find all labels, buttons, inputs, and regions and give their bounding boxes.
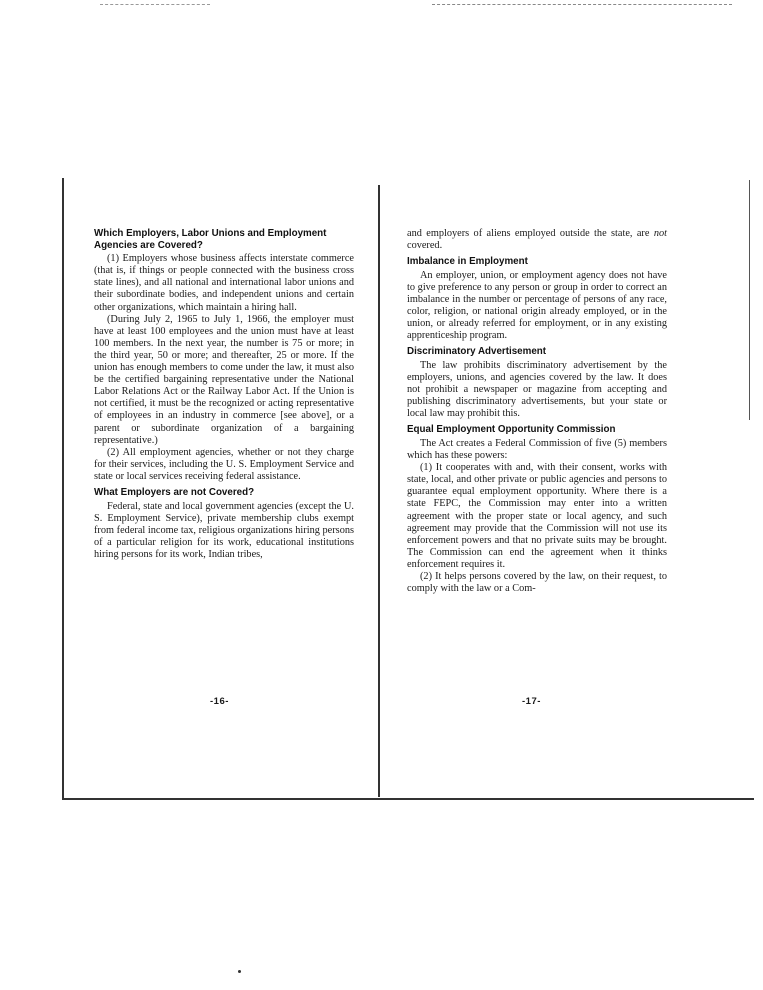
heading-imbalance: Imbalance in Employment bbox=[407, 256, 528, 268]
scan-edge-mark bbox=[432, 4, 732, 5]
page-number-17: -17- bbox=[522, 696, 541, 707]
scan-edge-mark bbox=[100, 4, 210, 5]
heading-who-is-covered: Which Employers, Labor Unions and Employment Agencies are Covered? bbox=[94, 228, 327, 251]
paragraph-size-thresholds: (During July 2, 1965 to July 1, 1966, the employer must have at least 100 employees and the union must have at least 100 members. In the next year, the number is 75 or more; in the third year, 50 or more; and thereafter, 25 or more. If the union has enough members to come under the law, it must also be the certified bargaining representative under the National Labor Relations Act or the Railway Labor Act. If the Union is not certified, it must be the recognized or acting representative of employees in an industry in commerce [see above], or a parent or subordinate organization of a bargaining representative.) bbox=[94, 313, 354, 446]
booklet-spine bbox=[378, 185, 380, 797]
paragraph-employment-agencies: (2) All employment agencies, whether or not they charge for their services, including the U. S. Employment Service and state or local services receiving federal assistance. bbox=[94, 446, 354, 482]
page-16 bbox=[94, 228, 354, 561]
paragraph-continued: and employers of aliens employed outside the state, are not covered. bbox=[407, 228, 667, 252]
paragraph-advertisement: The law prohibits discriminatory advertisement by the employers, unions, and agencies covered by the law. It does not prohibit a newspaper or magazine from accepting and publishing discriminatory advertisements, but your state or local law may prohibit this. bbox=[407, 359, 667, 420]
paragraph-covered-employers: (1) Employers whose business affects interstate commerce (that is, if things or people connected with the business cross state lines), and all national and international labor unions and their subordinate bodies, and independent unions and certain other organizations, which maintain a hiring hall. bbox=[94, 253, 354, 313]
page-17 bbox=[407, 228, 667, 595]
paragraph-eeoc: The Act creates a Federal Commission of five (5) members which has these powers: bbox=[407, 438, 667, 462]
heading-advertisement: Discriminatory Advertisement bbox=[407, 346, 547, 358]
heading-eeoc: Equal Employment Opportunity Commission bbox=[407, 424, 616, 436]
paragraph-exempt-employers: Federal, state and local government agencies (except the U. S. Employment Service), private membership clubs exempt from federal income tax, religious organizations hiring persons of a particular religion for its work, educational institutions hiring persons for its work, Indian tribes, bbox=[94, 500, 354, 560]
emphasis-not: not bbox=[653, 228, 667, 239]
paragraph-power-1: (1) It cooperates with and, with their consent, works with state, local, and other private or public agencies and persons to guarantee equal employment opportunity. Where there is a state FEPC, the Commission may enter into a written agreement with the proper state or local agency, and such agreement may provide that the Commission will not use its enforcement powers and that no private suits may be brought. The Commission can end the agreement when it thinks enforcement requires it. bbox=[407, 462, 667, 570]
page-number-16: -16- bbox=[210, 696, 229, 707]
heading-not-covered: What Employers are not Covered? bbox=[94, 486, 255, 498]
booklet-right-edge bbox=[749, 180, 750, 420]
paragraph-imbalance: An employer, union, or employment agency does not have to give preference to any person or group in order to correct an imbalance in the number or percentage of persons of any race, color, religion, or national origin already employed, or in the union, or already referred for employment, or in any existing apprenticeship program. bbox=[407, 269, 667, 342]
scan-speck bbox=[238, 970, 241, 973]
paragraph-power-2: (2) It helps persons covered by the law, on their request, to comply with the law or a Com- bbox=[407, 571, 667, 595]
